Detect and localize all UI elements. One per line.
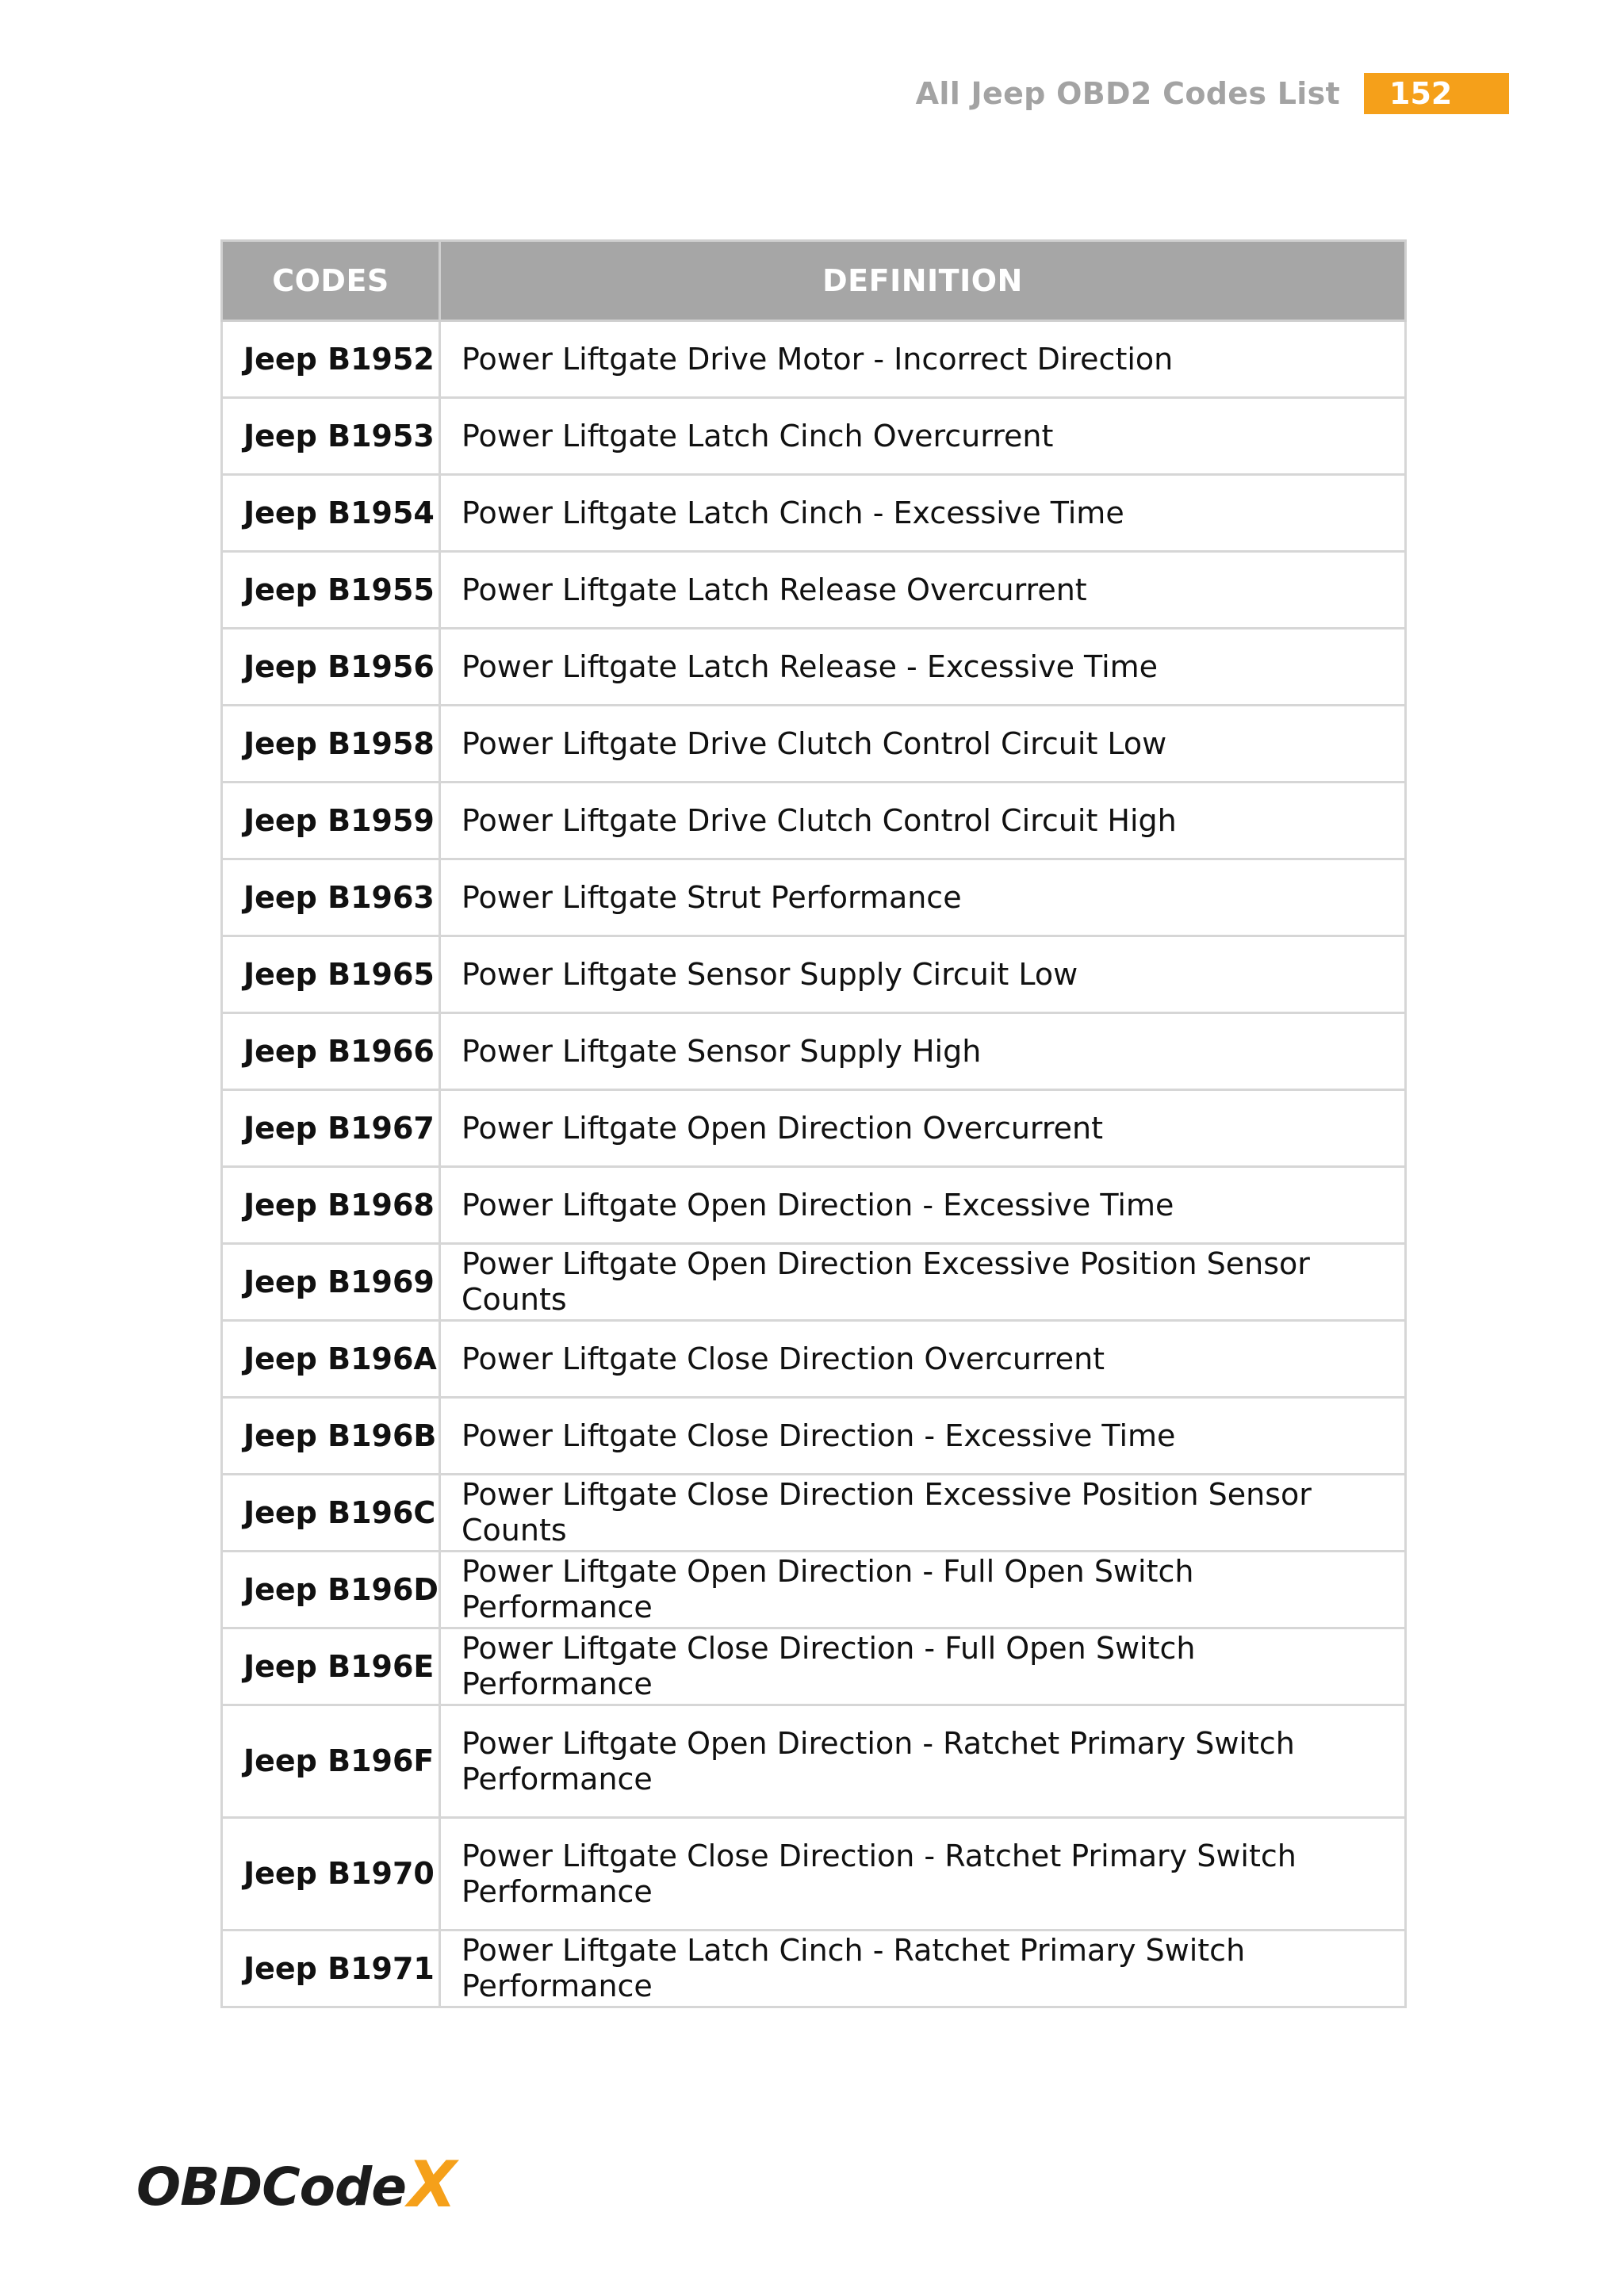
code-cell: Jeep B1954 (222, 475, 440, 552)
definition-cell: Power Liftgate Strut Performance (440, 859, 1406, 936)
definition-cell: Power Liftgate Close Direction Overcurrent (440, 1321, 1406, 1398)
table-row (222, 1321, 1406, 1398)
table-row (222, 398, 1406, 475)
column-header-definition: DEFINITION (440, 241, 1406, 321)
definition-cell: Power Liftgate Latch Cinch - Ratchet Primary Switch Performance (440, 1931, 1406, 2007)
table-row (222, 1818, 1406, 1931)
definition-cell: Power Liftgate Open Direction - Excessive Time (440, 1167, 1406, 1244)
code-cell: Jeep B196E (222, 1628, 440, 1705)
definition-cell: Power Liftgate Sensor Supply Circuit Low (440, 936, 1406, 1013)
definition-cell: Power Liftgate Latch Cinch Overcurrent (440, 398, 1406, 475)
definition-cell: Power Liftgate Latch Release - Excessive Time (440, 629, 1406, 706)
table-row (222, 706, 1406, 783)
table-row (222, 321, 1406, 398)
definition-cell: Power Liftgate Close Direction - Excessive Time (440, 1398, 1406, 1475)
definition-cell: Power Liftgate Close Direction - Ratchet Primary Switch Performance (440, 1818, 1406, 1931)
code-cell: Jeep B1955 (222, 552, 440, 629)
column-header-codes: CODES (222, 241, 440, 321)
definition-cell: Power Liftgate Latch Release Overcurrent (440, 552, 1406, 629)
definition-cell: Power Liftgate Open Direction - Ratchet Primary Switch Performance (440, 1705, 1406, 1818)
page-number-badge: 152 (1364, 73, 1509, 114)
code-cell: Jeep B196F (222, 1705, 440, 1818)
code-cell: Jeep B1959 (222, 783, 440, 859)
code-cell: Jeep B1963 (222, 859, 440, 936)
definition-cell: Power Liftgate Sensor Supply High (440, 1013, 1406, 1090)
table-row (222, 629, 1406, 706)
page-header (916, 73, 1509, 114)
definition-cell: Power Liftgate Close Direction - Full Open Switch Performance (440, 1628, 1406, 1705)
table-row (222, 1398, 1406, 1475)
definition-cell: Power Liftgate Drive Clutch Control Circuit High (440, 783, 1406, 859)
definition-cell: Power Liftgate Close Direction Excessive Position Sensor Counts (440, 1475, 1406, 1552)
code-cell: Jeep B196B (222, 1398, 440, 1475)
table-row (222, 1931, 1406, 2007)
code-cell: Jeep B1953 (222, 398, 440, 475)
code-cell: Jeep B1956 (222, 629, 440, 706)
document-title: All Jeep OBD2 Codes List (915, 76, 1340, 111)
code-cell: Jeep B1952 (222, 321, 440, 398)
definition-cell: Power Liftgate Drive Motor - Incorrect Direction (440, 321, 1406, 398)
code-cell: Jeep B1965 (222, 936, 440, 1013)
table-body (222, 321, 1406, 2007)
table-row (222, 859, 1406, 936)
code-cell: Jeep B1967 (222, 1090, 440, 1167)
code-cell: Jeep B1971 (222, 1931, 440, 2007)
code-cell: Jeep B1969 (222, 1244, 440, 1321)
code-cell: Jeep B1968 (222, 1167, 440, 1244)
obdcodex-logo (136, 2148, 457, 2221)
table-row (222, 1244, 1406, 1321)
table-row (222, 1475, 1406, 1552)
table-row (222, 783, 1406, 859)
table-row (222, 1013, 1406, 1090)
definition-cell: Power Liftgate Drive Clutch Control Circuit Low (440, 706, 1406, 783)
table-row (222, 552, 1406, 629)
code-cell: Jeep B196D (222, 1552, 440, 1628)
table-row (222, 1552, 1406, 1628)
logo-accent-x: X (407, 2148, 457, 2221)
table-row (222, 1167, 1406, 1244)
code-cell: Jeep B1966 (222, 1013, 440, 1090)
definition-cell: Power Liftgate Latch Cinch - Excessive Time (440, 475, 1406, 552)
definition-cell: Power Liftgate Open Direction Excessive Position Sensor Counts (440, 1244, 1406, 1321)
table-row (222, 936, 1406, 1013)
table-row (222, 1628, 1406, 1705)
table-row (222, 1705, 1406, 1818)
codes-table (220, 239, 1407, 2008)
table-header-row (222, 241, 1406, 321)
definition-cell: Power Liftgate Open Direction - Full Open Switch Performance (440, 1552, 1406, 1628)
table-row (222, 1090, 1406, 1167)
table-row (222, 475, 1406, 552)
code-cell: Jeep B1958 (222, 706, 440, 783)
definition-cell: Power Liftgate Open Direction Overcurrent (440, 1090, 1406, 1167)
code-cell: Jeep B1970 (222, 1818, 440, 1931)
code-cell: Jeep B196A (222, 1321, 440, 1398)
logo-text: OBDCode (136, 2156, 406, 2218)
code-cell: Jeep B196C (222, 1475, 440, 1552)
